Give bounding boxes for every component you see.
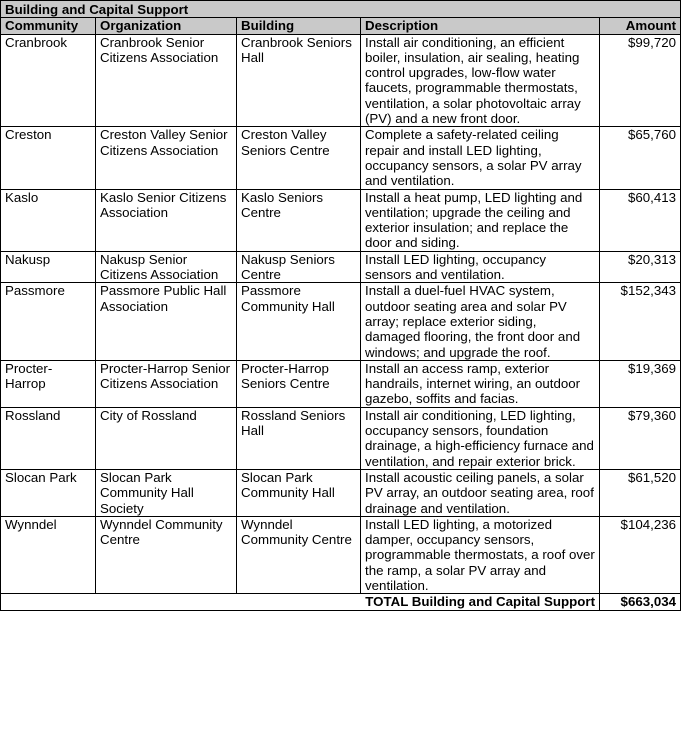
cell-organization: City of Rossland [96, 407, 237, 469]
table-row [1, 127, 681, 189]
cell-community: Passmore [1, 283, 96, 360]
cell-building: Wynndel Community Centre [237, 516, 361, 593]
cell-building: Procter-Harrop Seniors Centre [237, 360, 361, 407]
cell-organization: Cranbrook Senior Citizens Association [96, 34, 237, 127]
cell-description: Complete a safety-related ceiling repair and install LED lighting, occupancy sensors, a solar PV array and ventilation. [361, 127, 600, 189]
cell-community: Creston [1, 127, 96, 189]
cell-amount: $99,720 [600, 34, 681, 127]
table-row [1, 469, 681, 516]
cell-building: Rossland Seniors Hall [237, 407, 361, 469]
cell-building: Passmore Community Hall [237, 283, 361, 360]
cell-description: Install air conditioning, LED lighting, occupancy sensors, foundation drainage, a high-efficiency furnace and ventilation, and repair exterior brick. [361, 407, 600, 469]
cell-organization: Procter-Harrop Senior Citizens Association [96, 360, 237, 407]
header-amount: Amount [600, 18, 681, 34]
cell-community: Nakusp [1, 251, 96, 283]
cell-community: Procter-Harrop [1, 360, 96, 407]
cell-description: Install LED lighting, occupancy sensors and ventilation. [361, 251, 600, 283]
cell-community: Rossland [1, 407, 96, 469]
table-title-row [1, 1, 681, 18]
cell-description: Install air conditioning, an efficient boiler, insulation, air sealing, heating control upgrades, low-flow water faucets, programmable thermostats, ventilation, a solar photovoltaic array (PV) and a new front door. [361, 34, 600, 127]
header-building: Building [237, 18, 361, 34]
cell-amount: $61,520 [600, 469, 681, 516]
table-header-row [1, 18, 681, 34]
cell-building: Slocan Park Community Hall [237, 469, 361, 516]
table-row [1, 251, 681, 283]
header-community: Community [1, 18, 96, 34]
cell-amount: $20,313 [600, 251, 681, 283]
table-row [1, 360, 681, 407]
total-label: TOTAL Building and Capital Support [1, 594, 600, 610]
table-row [1, 34, 681, 127]
cell-amount: $19,369 [600, 360, 681, 407]
cell-community: Slocan Park [1, 469, 96, 516]
cell-amount: $60,413 [600, 189, 681, 251]
cell-organization: Passmore Public Hall Association [96, 283, 237, 360]
header-description: Description [361, 18, 600, 34]
cell-amount: $65,760 [600, 127, 681, 189]
cell-organization: Wynndel Community Centre [96, 516, 237, 593]
cell-description: Install a duel-fuel HVAC system, outdoor seating area and solar PV array; replace exterior siding, damaged flooring, the front door and windows; and upgrade the roof. [361, 283, 600, 360]
header-organization: Organization [96, 18, 237, 34]
total-row [1, 594, 681, 610]
cell-amount: $79,360 [600, 407, 681, 469]
cell-building: Creston Valley Seniors Centre [237, 127, 361, 189]
cell-organization: Slocan Park Community Hall Society [96, 469, 237, 516]
table-row [1, 283, 681, 360]
cell-building: Cranbrook Seniors Hall [237, 34, 361, 127]
cell-description: Install a heat pump, LED lighting and ventilation; upgrade the ceiling and exterior insulation; and replace the door and siding. [361, 189, 600, 251]
cell-organization: Nakusp Senior Citizens Association [96, 251, 237, 283]
total-amount: $663,034 [600, 594, 681, 610]
cell-community: Kaslo [1, 189, 96, 251]
table-row [1, 516, 681, 593]
cell-description: Install an access ramp, exterior handrails, internet wiring, an outdoor gazebo, soffits and facias. [361, 360, 600, 407]
cell-community: Wynndel [1, 516, 96, 593]
cell-building: Kaslo Seniors Centre [237, 189, 361, 251]
cell-amount: $152,343 [600, 283, 681, 360]
table-row [1, 189, 681, 251]
cell-organization: Kaslo Senior Citizens Association [96, 189, 237, 251]
table-title: Building and Capital Support [1, 1, 681, 18]
cell-amount: $104,236 [600, 516, 681, 593]
cell-description: Install acoustic ceiling panels, a solar PV array, an outdoor seating area, roof drainage and ventilation. [361, 469, 600, 516]
table-row [1, 407, 681, 469]
cell-description: Install LED lighting, a motorized damper, occupancy sensors, programmable thermostats, a roof over the ramp, a solar PV array and ventilation. [361, 516, 600, 593]
cell-community: Cranbrook [1, 34, 96, 127]
cell-organization: Creston Valley Senior Citizens Association [96, 127, 237, 189]
cell-building: Nakusp Seniors Centre [237, 251, 361, 283]
